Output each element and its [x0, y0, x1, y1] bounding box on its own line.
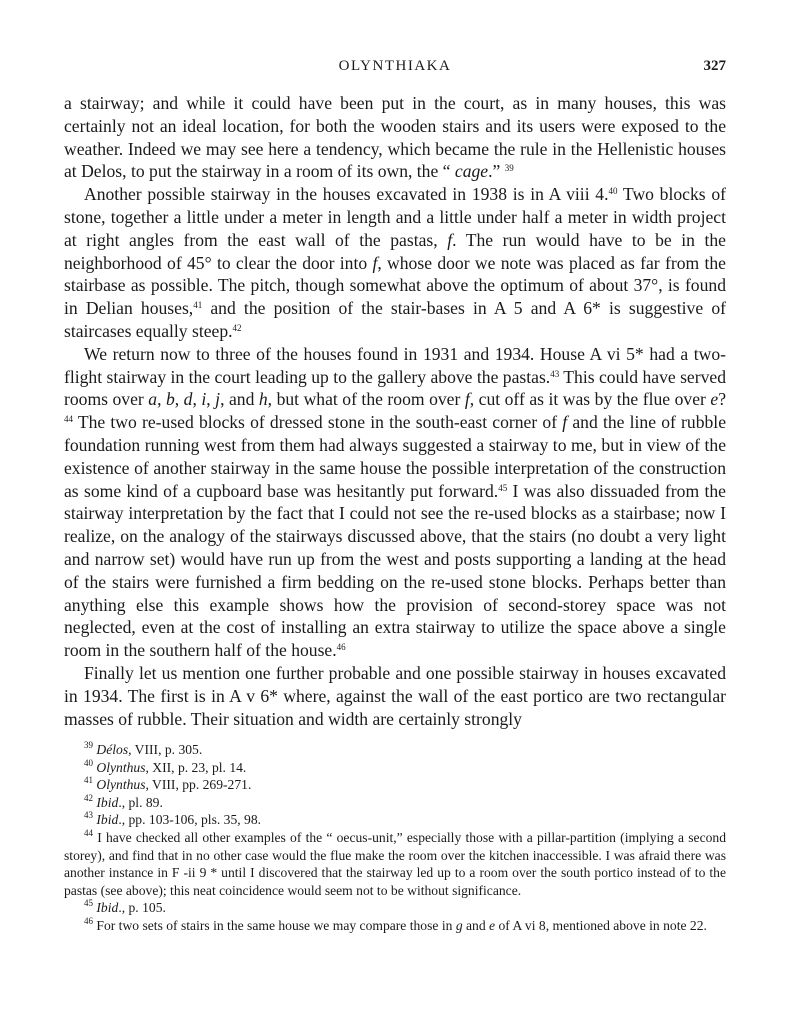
footnote-41 — [64, 776, 726, 794]
footnote-number: 39 — [84, 740, 93, 750]
text-run: and the position of the stair-bases in A 5 and A 6* is suggestive of staircases equally steep. — [64, 298, 726, 341]
footnote-text: of A vi 8, mentioned above in note 22. — [495, 917, 707, 933]
footnote-number: 41 — [84, 775, 93, 786]
text-run: I was also dissuaded from the stairway interpretation by the fact that I could not see the re-used blocks as a stairbase; now I realize, on the analogy of the stairways discussed above, that the stairs (no doubt a very light and narrow set) would have run up from the west and posts supporting a landing at the head of the stairs were furnished a firm bedding on the re-used stone blocks. Perhaps better than anything else this example shows how the provision of second-storey space was not neglected, even at the cost of installing an extra stairway to utilize the space above a single room in the southern half of the house. — [64, 480, 726, 661]
text-run: ? — [718, 389, 726, 410]
footnote-number: 43 — [84, 810, 93, 821]
footnotes — [64, 741, 726, 935]
room-letter: f — [562, 412, 568, 433]
footnote-text: For two sets of stairs in the same house we may compare those in — [93, 917, 456, 933]
text-run: . The run would have to be in the neighborhood of 45° to clear the door into — [64, 229, 726, 273]
italic-term: cage — [454, 161, 489, 182]
text-run: Another possible stairway in the houses excavated in 1938 is in A viii 4. — [84, 184, 609, 205]
footnote-ref-41[interactable]: 41 — [193, 300, 203, 311]
room-letter: f — [372, 252, 378, 273]
paragraph-4 — [64, 662, 726, 730]
text-run: , — [157, 389, 166, 410]
room-letter: j — [215, 389, 221, 410]
footnote-ref-42[interactable]: 42 — [232, 322, 242, 333]
citation-title: Ibid — [96, 812, 119, 828]
footnote-number: 44 — [84, 827, 93, 838]
text-run: Two blocks of stone, together a little under a meter in length and a little under half a meter in width project at right angles from the east wall of the pastas, — [64, 184, 726, 250]
paragraph-1 — [64, 92, 726, 183]
paragraph-3 — [64, 343, 726, 662]
footnote-ref-39[interactable]: 39 — [504, 163, 514, 174]
footnote-number: 40 — [84, 757, 93, 768]
room-letter: e — [489, 917, 496, 933]
footnote-ref-44[interactable]: 44 — [64, 414, 73, 425]
footnote-45 — [64, 899, 726, 917]
footnote-40 — [64, 759, 726, 777]
room-letter: f — [464, 389, 470, 410]
text-run: Finally let us mention one further probable and one possible stairway in houses excavated in 1934. The first is in A v 6* where, against the wall of the east portico are two rectangular masses of rubble. Their situation and width are certainly strongly — [64, 662, 726, 729]
footnote-42 — [64, 794, 726, 812]
footnote-46 — [64, 917, 726, 935]
room-letter: g — [455, 917, 463, 933]
footnote-number: 42 — [84, 792, 93, 803]
text-run: , cut off as it was by the flue over — [469, 389, 711, 410]
citation-detail: , VIII, p. 305. — [128, 742, 203, 757]
citation-detail: ., p. 105. — [118, 900, 166, 916]
citation-detail: , VIII, pp. 269-271. — [145, 777, 252, 793]
footnote-ref-46[interactable]: 46 — [336, 642, 346, 653]
citation-title: Ibid — [96, 900, 119, 916]
text-run: , and — [220, 389, 259, 410]
room-letter: f — [447, 229, 453, 250]
footnote-ref-45[interactable]: 45 — [498, 482, 508, 493]
citation-title: Olynthus — [96, 759, 146, 775]
citation-detail: ., pl. 89. — [118, 794, 163, 810]
text-run: , whose door we note was placed as far from the stairbase as possible. The pitch, though somewhat above the optimum of about 37°, is found in Delian houses, — [64, 252, 726, 319]
text-run: , — [192, 389, 202, 410]
footnote-number: 46 — [84, 915, 93, 926]
text-run: .” — [488, 161, 505, 182]
text-run: This could have served rooms over — [64, 366, 726, 410]
room-letter: h — [258, 389, 268, 410]
footnote-text: I have checked all other examples of the “ oecus-unit,” especially those with a pillar-partition (implying a second storey), and find that in no other case would the flue make the room over the kitchen inaccessible. I was afraid there was another instance in F -ii 9 * until I discovered that the stairway led up to a room over the south portico instead of to the pastas (see above); this neat coincidence would seem not to be without significance. — [64, 829, 726, 898]
footnote-43 — [64, 811, 726, 829]
running-head — [64, 58, 726, 80]
footnote-39 — [64, 741, 726, 759]
citation-title: Ibid — [96, 794, 119, 810]
paragraph-2 — [64, 183, 726, 343]
room-letter: b — [165, 389, 175, 410]
citation-detail: ., pp. 103-106, pls. 35, 98. — [118, 812, 262, 828]
text-run: , — [174, 389, 184, 410]
footnote-ref-43[interactable]: 43 — [550, 368, 560, 379]
citation-detail: , XII, p. 23, pl. 14. — [145, 759, 247, 775]
room-letter: a — [148, 389, 158, 410]
footnote-ref-40[interactable]: 40 — [608, 186, 618, 197]
running-title: OLYNTHIAKA — [338, 58, 452, 74]
room-letter: d — [183, 389, 193, 410]
room-letter: i — [201, 389, 207, 410]
body-text — [64, 92, 726, 730]
page-number: 327 — [703, 58, 726, 74]
text-run: , — [206, 389, 216, 410]
footnote-number: 45 — [84, 898, 93, 909]
footnote-44 — [64, 829, 726, 899]
text-run: and the line of rubble foundation running west from them had always suggested a stairway to me, but in view of the existence of another stairway in the same house the possible interpretation of the construction as some kind of a cupboard base was hesitantly put forward. — [64, 412, 727, 501]
room-letter: e — [710, 389, 719, 410]
text-run: The two re-used blocks of dressed stone in the south-east corner of — [73, 412, 563, 433]
text-run: a stairway; and while it could have been put in the court, as in many houses, this was certainly not an ideal location, for both the wooden stairs and its users were exposed to the weather. Indeed we may see here a tendency, which became the rule in the Hellenistic houses at Delos, to put the stairway in a room of its own, the “ — [64, 93, 726, 182]
footnote-text: and — [462, 917, 490, 933]
text-run: , but what of the room over — [267, 389, 465, 410]
citation-title: Délos — [96, 742, 129, 757]
citation-title: Olynthus — [96, 777, 146, 793]
text-run: We return now to three of the houses found in 1931 and 1934. House A vi 5* had a two-flight stairway in the court leading up to the gallery above the pastas. — [64, 343, 726, 387]
